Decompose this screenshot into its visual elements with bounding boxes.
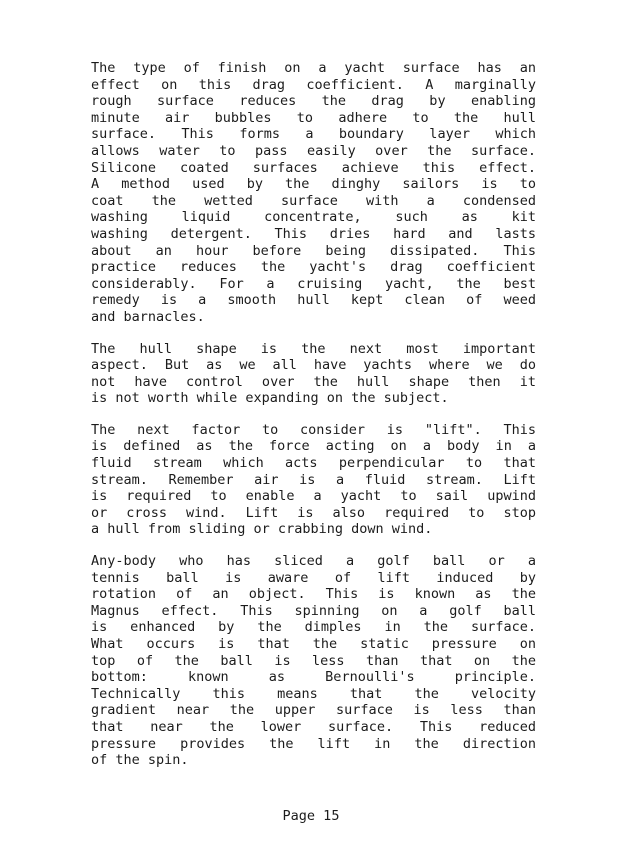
paragraph-magnus-effect: [91, 553, 536, 769]
text-line: stream. Remember air is a fluid stream. Lift: [91, 471, 536, 488]
text-line: remedy is a smooth hull kept clean of weed: [91, 292, 536, 309]
text-line: allows water to pass easily over the surface.: [91, 142, 536, 159]
paragraph-drag-finish: [91, 60, 536, 326]
text-line: a hull from sliding or crabbing down wind.: [91, 521, 433, 538]
text-line: and barnacles.: [91, 308, 205, 325]
text-line: bottom: known as Bernoulli's principle.: [91, 669, 536, 686]
text-line: The hull shape is the next most important: [91, 340, 536, 357]
text-line: fluid stream which acts perpendicular to that: [91, 455, 536, 472]
text-line: rotation of an object. This is known as the: [91, 586, 536, 603]
text-line: surface. This forms a boundary layer which: [91, 126, 536, 143]
text-line: rough surface reduces the drag by enabling: [91, 93, 536, 110]
text-line: washing detergent. This dries hard and lasts: [91, 225, 536, 242]
paragraph-hull-shape: [91, 341, 536, 407]
paragraph-lift: [91, 422, 536, 538]
text-line: considerably. For a cruising yacht, the best: [91, 275, 536, 292]
body-text: [91, 60, 536, 784]
text-line: is not worth while expanding on the subject.: [91, 390, 449, 407]
text-line: tennis ball is aware of lift induced by: [91, 569, 536, 586]
text-line: gradient near the upper surface is less than: [91, 702, 536, 719]
text-line: or cross wind. Lift is also required to stop: [91, 504, 536, 521]
text-line: top of the ball is less than that on the: [91, 652, 536, 669]
page-number: Page 15: [282, 808, 340, 824]
text-line: aspect. But as we all have yachts where we do: [91, 357, 536, 374]
text-line: The next factor to consider is "lift". This: [91, 421, 536, 438]
text-line: A method used by the dinghy sailors is to: [91, 176, 536, 193]
text-line: Magnus effect. This spinning on a golf ball: [91, 602, 536, 619]
text-line: that near the lower surface. This reduced: [91, 718, 536, 735]
text-line: Technically this means that the velocity: [91, 685, 536, 702]
text-line: The type of finish on a yacht surface has an: [91, 60, 536, 76]
text-line: Any-body who has sliced a golf ball or a: [91, 553, 536, 570]
text-line: What occurs is that the static pressure on: [91, 636, 536, 652]
text-line: coat the wetted surface with a condensed: [91, 192, 536, 209]
text-line: is defined as the force acting on a body in a: [91, 438, 536, 455]
text-line: effect on this drag coefficient. A marginally: [91, 76, 536, 93]
text-line: pressure provides the lift in the direction: [91, 735, 536, 752]
text-line: minute air bubbles to adhere to the hull: [91, 109, 536, 126]
text-line: washing liquid concentrate, such as kit: [91, 209, 536, 226]
text-line: practice reduces the yacht's drag coefficient: [91, 259, 536, 276]
text-line: is enhanced by the dimples in the surface.: [91, 619, 536, 636]
text-line: not have control over the hull shape then it: [91, 373, 536, 390]
text-line: about an hour before being dissipated. This: [91, 242, 536, 259]
text-line: is required to enable a yacht to sail upwind: [91, 488, 536, 505]
text-line: Silicone coated surfaces achieve this effect.: [91, 159, 536, 176]
text-line: of the spin.: [91, 752, 189, 769]
